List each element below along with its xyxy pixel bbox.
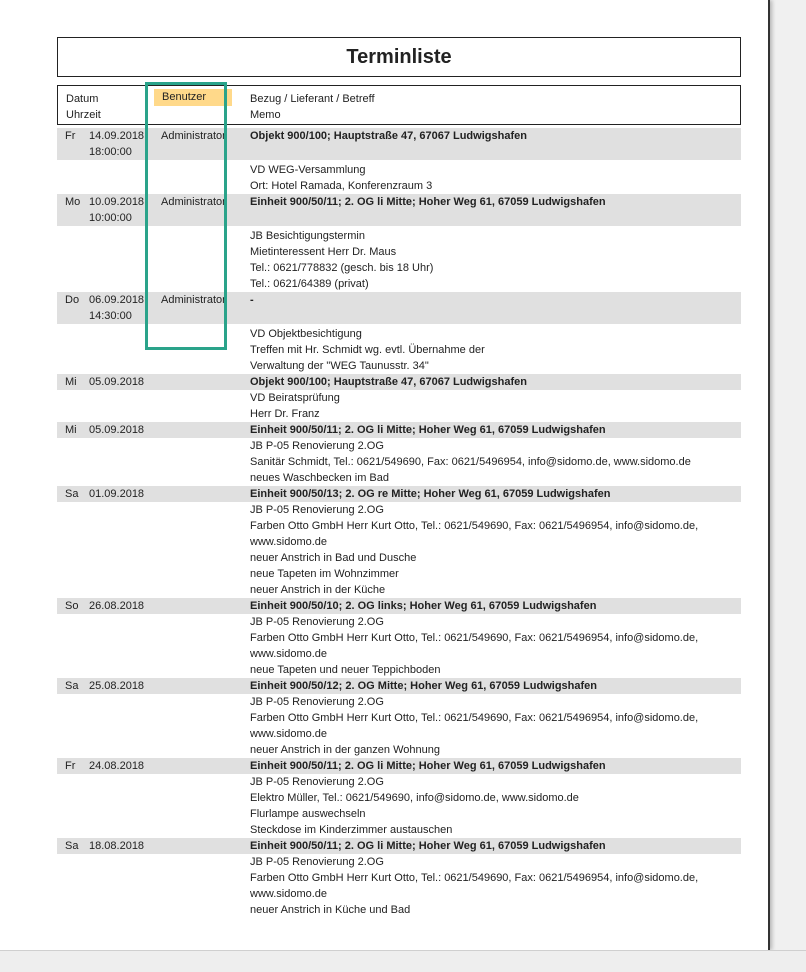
memo-line: Tel.: 0621/778832 (gesch. bis 18 Uhr): [250, 262, 434, 274]
memo-line: Ort: Hotel Ramada, Konferenzraum 3: [250, 180, 433, 192]
date-time-header: [66, 91, 101, 123]
appointment-memo: [57, 502, 741, 598]
appointment-row[interactable]: [57, 598, 741, 678]
appointment-reference: Einheit 900/50/11; 2. OG li Mitte; Hoher Weg 61, 67059 Ludwigshafen: [250, 760, 606, 772]
appointment-reference: Einheit 900/50/11; 2. OG li Mitte; Hoher Weg 61, 67059 Ludwigshafen: [250, 424, 606, 436]
weekday: Mo: [65, 196, 81, 208]
memo-line: JB P-05 Renovierung 2.OG: [250, 440, 384, 452]
appointment-row[interactable]: [57, 486, 741, 598]
memo-line: Flurlampe auswechseln: [250, 808, 366, 820]
appointment-date: 06.09.2018: [89, 294, 145, 306]
memo-line: Herr Dr. Franz: [250, 408, 320, 420]
user-column-header[interactable]: Benutzer: [154, 89, 232, 106]
memo-line: neue Tapeten im Wohnzimmer: [250, 568, 399, 580]
memo-line: JB P-05 Renovierung 2.OG: [250, 504, 384, 516]
memo-label: Memo: [250, 109, 281, 121]
memo-line: JB P-05 Renovierung 2.OG: [250, 696, 384, 708]
memo-line: Farben Otto GmbH Herr Kurt Otto, Tel.: 0621/549690, Fax: 0621/5496954, info@sidomo.de,: [250, 520, 699, 532]
appointment-time: 14:30:00: [89, 310, 132, 322]
memo-line: Verwaltung der "WEG Taunusstr. 34": [250, 360, 429, 372]
memo-line: Sanitär Schmidt, Tel.: 0621/549690, Fax: 0621/5496954, info@sidomo.de, www.sidomo.de: [250, 456, 691, 468]
appointment-time: 18:00:00: [89, 146, 132, 158]
weekday: Mi: [65, 424, 77, 436]
memo-line: VD WEG-Versammlung: [250, 164, 366, 176]
appointment-header-line: [57, 838, 741, 854]
user-column-highlight: [145, 82, 227, 350]
appointment-reference: Objekt 900/100; Hauptstraße 47, 67067 Ludwigshafen: [250, 376, 527, 388]
appointment-date: 14.09.2018: [89, 130, 145, 142]
appointment-date: 05.09.2018: [89, 376, 145, 388]
memo-line: VD Beiratsprüfung: [250, 392, 340, 404]
appointment-memo: [57, 774, 741, 838]
appointment-header-line: [57, 486, 741, 502]
memo-line: www.sidomo.de: [250, 728, 328, 740]
appointment-user: Administrator: [161, 294, 226, 306]
weekday: So: [65, 600, 79, 612]
memo-line: neues Waschbecken im Bad: [250, 472, 389, 484]
appointment-reference: Einheit 900/50/10; 2. OG links; Hoher Weg 61, 67059 Ludwigshafen: [250, 600, 597, 612]
date-label: Datum: [66, 93, 99, 105]
appointment-header-line: [57, 374, 741, 390]
memo-line: www.sidomo.de: [250, 536, 328, 548]
weekday: Sa: [65, 680, 79, 692]
appointment-header-line: [57, 598, 741, 614]
weekday: Sa: [65, 840, 79, 852]
memo-line: Farben Otto GmbH Herr Kurt Otto, Tel.: 0621/549690, Fax: 0621/5496954, info@sidomo.de,: [250, 712, 699, 724]
appointment-memo: [57, 694, 741, 758]
appointment-memo: [57, 614, 741, 678]
appointment-reference: Einheit 900/50/12; 2. OG Mitte; Hoher Weg 61, 67059 Ludwigshafen: [250, 680, 598, 692]
memo-line: neuer Anstrich in der Küche: [250, 584, 386, 596]
report-title: Terminliste: [57, 37, 741, 77]
appointment-memo: [57, 438, 741, 486]
memo-line: VD Objektbesichtigung: [250, 328, 362, 340]
appointment-reference: Objekt 900/100; Hauptstraße 47, 67067 Ludwigshafen: [250, 130, 527, 142]
memo-line: Treffen mit Hr. Schmidt wg. evtl. Übernahme der: [250, 344, 485, 356]
appointment-reference: Einheit 900/50/11; 2. OG li Mitte; Hoher Weg 61, 67059 Ludwigshafen: [250, 196, 606, 208]
memo-line: Farben Otto GmbH Herr Kurt Otto, Tel.: 0621/549690, Fax: 0621/5496954, info@sidomo.de,: [250, 872, 699, 884]
appointment-row[interactable]: [57, 758, 741, 838]
appointment-date: 18.08.2018: [89, 840, 145, 852]
appointment-row[interactable]: [57, 374, 741, 422]
appointment-reference: Einheit 900/50/13; 2. OG re Mitte; Hoher Weg 61, 67059 Ludwigshafen: [250, 488, 611, 500]
appointment-date: 24.08.2018: [89, 760, 145, 772]
appointment-date: 10.09.2018: [89, 196, 145, 208]
appointment-date: 25.08.2018: [89, 680, 145, 692]
appointment-user: Administrator: [161, 196, 226, 208]
memo-line: Farben Otto GmbH Herr Kurt Otto, Tel.: 0621/549690, Fax: 0621/5496954, info@sidomo.de,: [250, 632, 699, 644]
memo-line: neuer Anstrich in Bad und Dusche: [250, 552, 417, 564]
weekday: Do: [65, 294, 80, 306]
appointment-memo: [57, 390, 741, 422]
appointment-date: 01.09.2018: [89, 488, 145, 500]
appointment-user: Administrator: [161, 130, 226, 142]
weekday: Sa: [65, 488, 79, 500]
memo-line: JB Besichtigungstermin: [250, 230, 365, 242]
status-bar: [0, 950, 806, 972]
appointment-row[interactable]: [57, 838, 741, 918]
reference-memo-header: [250, 91, 375, 123]
appointment-date: 26.08.2018: [89, 600, 145, 612]
memo-line: JB P-05 Renovierung 2.OG: [250, 616, 384, 628]
weekday: Fr: [65, 130, 76, 142]
reference-label: Bezug / Lieferant / Betreff: [250, 93, 375, 105]
appointment-header-line: [57, 422, 741, 438]
memo-line: www.sidomo.de: [250, 888, 328, 900]
memo-line: Elektro Müller, Tel.: 0621/549690, info@sidomo.de, www.sidomo.de: [250, 792, 579, 804]
appointment-memo: [57, 854, 741, 918]
memo-line: neuer Anstrich in Küche und Bad: [250, 904, 411, 916]
memo-line: JB P-05 Renovierung 2.OG: [250, 776, 384, 788]
appointment-date: 05.09.2018: [89, 424, 145, 436]
memo-line: Steckdose im Kinderzimmer austauschen: [250, 824, 453, 836]
memo-line: Mietinteressent Herr Dr. Maus: [250, 246, 397, 258]
memo-line: JB P-05 Renovierung 2.OG: [250, 856, 384, 868]
weekday: Fr: [65, 760, 76, 772]
appointment-header-line: [57, 758, 741, 774]
appointment-header-line: [57, 678, 741, 694]
memo-line: Tel.: 0621/64389 (privat): [250, 278, 369, 290]
appointment-time: 10:00:00: [89, 212, 132, 224]
memo-line: www.sidomo.de: [250, 648, 328, 660]
appointment-reference: -: [250, 294, 254, 306]
time-label: Uhrzeit: [66, 109, 101, 121]
appointment-reference: Einheit 900/50/11; 2. OG li Mitte; Hoher Weg 61, 67059 Ludwigshafen: [250, 840, 606, 852]
weekday: Mi: [65, 376, 77, 388]
memo-line: neue Tapeten und neuer Teppichboden: [250, 664, 441, 676]
appointment-row[interactable]: [57, 422, 741, 486]
appointment-row[interactable]: [57, 678, 741, 758]
memo-line: neuer Anstrich in der ganzen Wohnung: [250, 744, 440, 756]
